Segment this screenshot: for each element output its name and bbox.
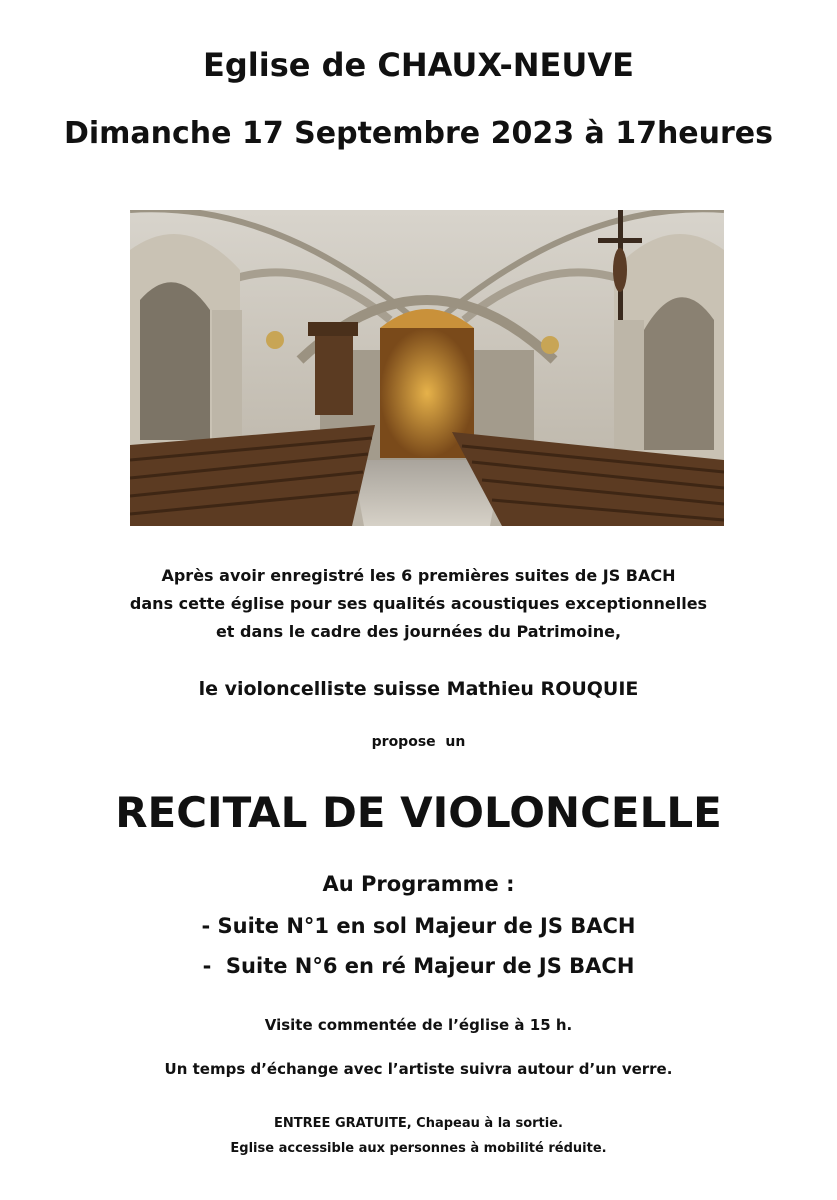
guided-visit-text: Visite commentée de l’église à 15 h.	[264, 1016, 573, 1034]
program-item: - Suite N°1 en sol Majeur de JS BACH	[201, 914, 636, 938]
intro-line: et dans le cadre des journées du Patrimoine,	[215, 622, 622, 641]
entry-line: Eglise accessible aux personnes à mobilité réduite.	[230, 1141, 607, 1156]
proposes-text: propose un	[371, 734, 466, 750]
program-item: - Suite N°6 en ré Majeur de JS BACH	[202, 954, 635, 978]
intro-line: Après avoir enregistré les 6 premières suites de JS BACH	[161, 566, 676, 585]
entry-info	[0, 1111, 837, 1161]
exchange-text: Un temps d’échange avec l’artiste suivra autour d’un verre.	[164, 1060, 673, 1078]
event-date: Dimanche 17 Septembre 2023 à 17heures	[63, 116, 774, 151]
intro-paragraph	[0, 562, 837, 646]
event-title: RECITAL DE VIOLONCELLE	[115, 788, 722, 837]
entry-line: ENTREE GRATUITE, Chapeau à la sortie.	[274, 1116, 563, 1131]
program-list	[0, 906, 837, 986]
church-interior-photo	[130, 210, 724, 526]
intro-line: dans cette église pour ses qualités acoustiques exceptionnelles	[129, 594, 708, 613]
program-heading: Au Programme :	[322, 872, 515, 896]
artist-line: le violoncelliste suisse Mathieu ROUQUIE	[198, 678, 639, 700]
venue-title: Eglise de CHAUX-NEUVE	[203, 46, 634, 84]
